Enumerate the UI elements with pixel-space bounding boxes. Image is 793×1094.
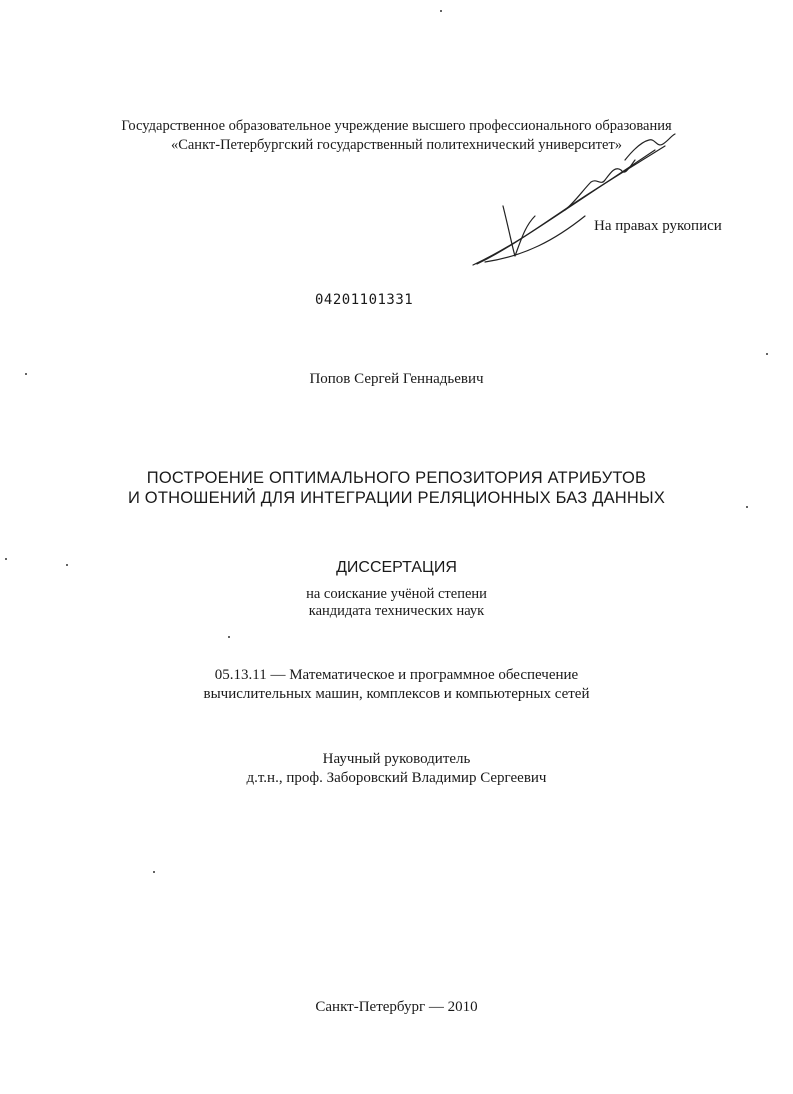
scan-speck bbox=[5, 558, 7, 560]
author-name: Попов Сергей Геннадьевич bbox=[309, 371, 484, 387]
scan-speck bbox=[228, 636, 230, 638]
institution-line-1: Государственное образовательное учреждение высшего профессионального образования bbox=[121, 118, 672, 134]
scan-speck bbox=[153, 871, 155, 873]
degree-statement bbox=[0, 586, 793, 620]
specialty-line-2: вычислительных машин, комплексов и компьютерных сетей bbox=[203, 686, 590, 702]
manuscript-rights-label: На правах рукописи bbox=[594, 218, 722, 234]
scan-speck bbox=[25, 373, 27, 375]
registration-number: 04201101331 bbox=[315, 292, 414, 308]
title-line-1: ПОСТРОЕНИЕ ОПТИМАЛЬНОГО РЕПОЗИТОРИЯ АТРИБУТОВ bbox=[146, 469, 647, 487]
supervisor-block bbox=[0, 750, 793, 788]
supervisor-name: д.т.н., проф. Заборовский Владимир Сергеевич bbox=[246, 770, 547, 786]
degree-line-1: на соискание учёной степени bbox=[306, 586, 487, 602]
handwritten-signature-icon bbox=[465, 130, 685, 270]
scan-speck bbox=[746, 506, 748, 508]
scan-speck bbox=[766, 353, 768, 355]
institution-line-2: «Санкт-Петербургский государственный политехнический университет» bbox=[170, 137, 623, 153]
scan-speck bbox=[66, 564, 68, 566]
supervisor-label: Научный руководитель bbox=[322, 751, 471, 767]
document-type: ДИССЕРТАЦИЯ bbox=[336, 559, 457, 576]
scan-speck bbox=[440, 10, 442, 12]
degree-line-2: кандидата технических наук bbox=[308, 603, 485, 619]
specialty-line-1: 05.13.11 — Математическое и программное обеспечение bbox=[214, 667, 579, 683]
specialty bbox=[0, 666, 793, 704]
dissertation-title bbox=[0, 468, 793, 508]
title-line-2: И ОТНОШЕНИЙ ДЛЯ ИНТЕГРАЦИИ РЕЛЯЦИОННЫХ БАЗ ДАННЫХ bbox=[127, 489, 666, 507]
city-year: Санкт-Петербург — 2010 bbox=[315, 999, 478, 1015]
